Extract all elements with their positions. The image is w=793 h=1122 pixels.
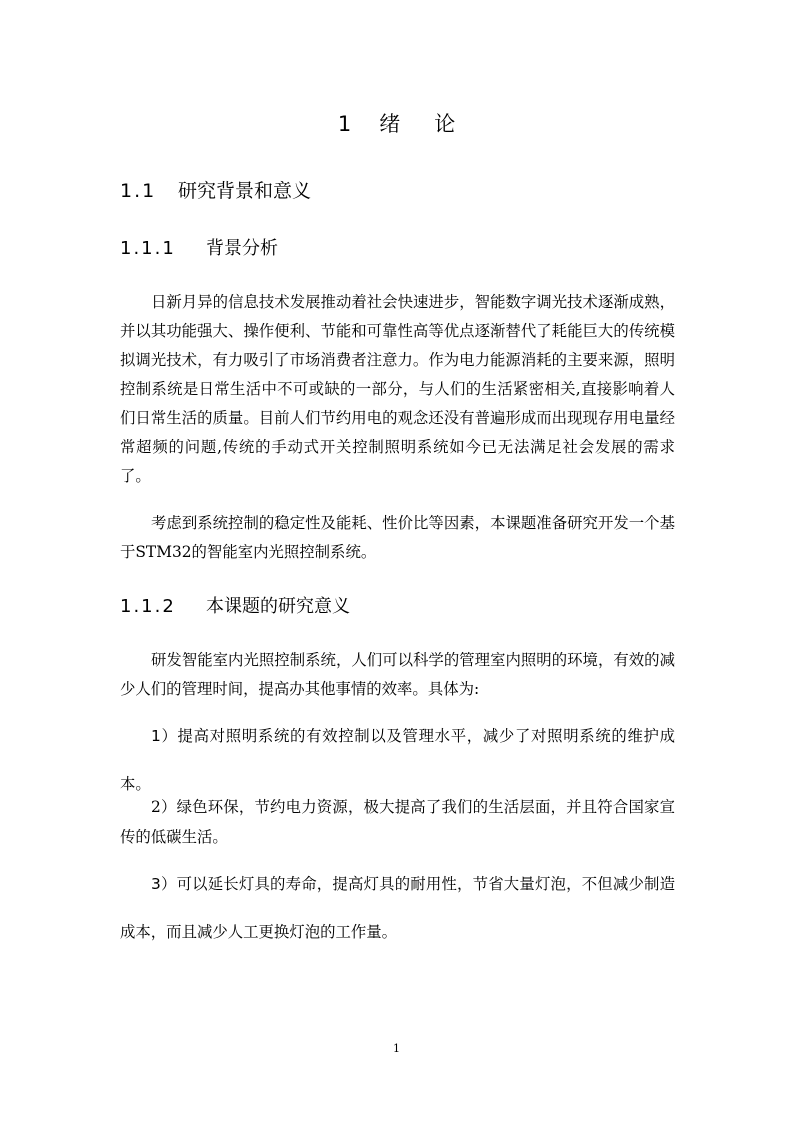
subsection-title: 背景分析 — [206, 238, 278, 259]
paragraph-significance-intro: 研发智能室内光照控制系统，人们可以科学的管理室内照明的环境，有效的减少人们的管理时间，提高办其他事情的效率。具体为: — [120, 651, 675, 698]
subsection-number: 1.1.2 — [120, 596, 176, 617]
chapter-title — [0, 110, 793, 138]
section-heading — [120, 178, 311, 204]
chapter-title-char-1: 绪 — [379, 112, 401, 136]
section-title: 研究背景和意义 — [178, 180, 312, 202]
chapter-number: 1 — [337, 112, 352, 136]
chapter-title-char-2: 论 — [434, 112, 456, 136]
page-number: 1 — [393, 1042, 400, 1055]
list-item-2: 2）绿色环保，节约电力资源，极大提高了我们的生活层面，并且符合国家宣传的低碳生活。 — [120, 798, 675, 846]
list-item-3: 3）可以延长灯具的寿命，提高灯具的耐用性，节省大量灯泡，不但减少制造成本，而且减少人工更换灯泡的工作量。 — [120, 875, 675, 941]
paragraph-background-2: 考虑到系统控制的稳定性及能耗、性价比等因素，本课题准备研究开发一个基于STM32的智能室内光照控制系统。 — [120, 514, 675, 561]
subsection-heading-significance — [120, 594, 350, 620]
paragraph-background-1: 日新月异的信息技术发展推动着社会快速进步，智能数字调光技术逐渐成熟，并以其功能强大、操作便利、节能和可靠性高等优点逐渐替代了耗能巨大的传统模拟调光技术，有力吸引了市场消费者注意力。作为电力能源消耗的主要来源，照明控制系统是日常生活中不可或缺的一部分，与人们的生活紧密相关,直接影响着人们日常生活的质量。目前人们节约用电的观念还没有普遍形成而出现现存用电量经常超频的问题,传统的手动式开关控制照明系统如今已无法满足社会发展的需求了。 — [120, 293, 675, 485]
list-item-1: 1）提高对照明系统的有效控制以及管理水平，减少了对照明系统的维护成本。 — [120, 727, 675, 793]
subsection-title: 本课题的研究意义 — [206, 596, 350, 617]
subsection-heading-background — [120, 236, 278, 262]
section-number: 1.1 — [120, 180, 157, 202]
subsection-number: 1.1.1 — [120, 238, 176, 259]
